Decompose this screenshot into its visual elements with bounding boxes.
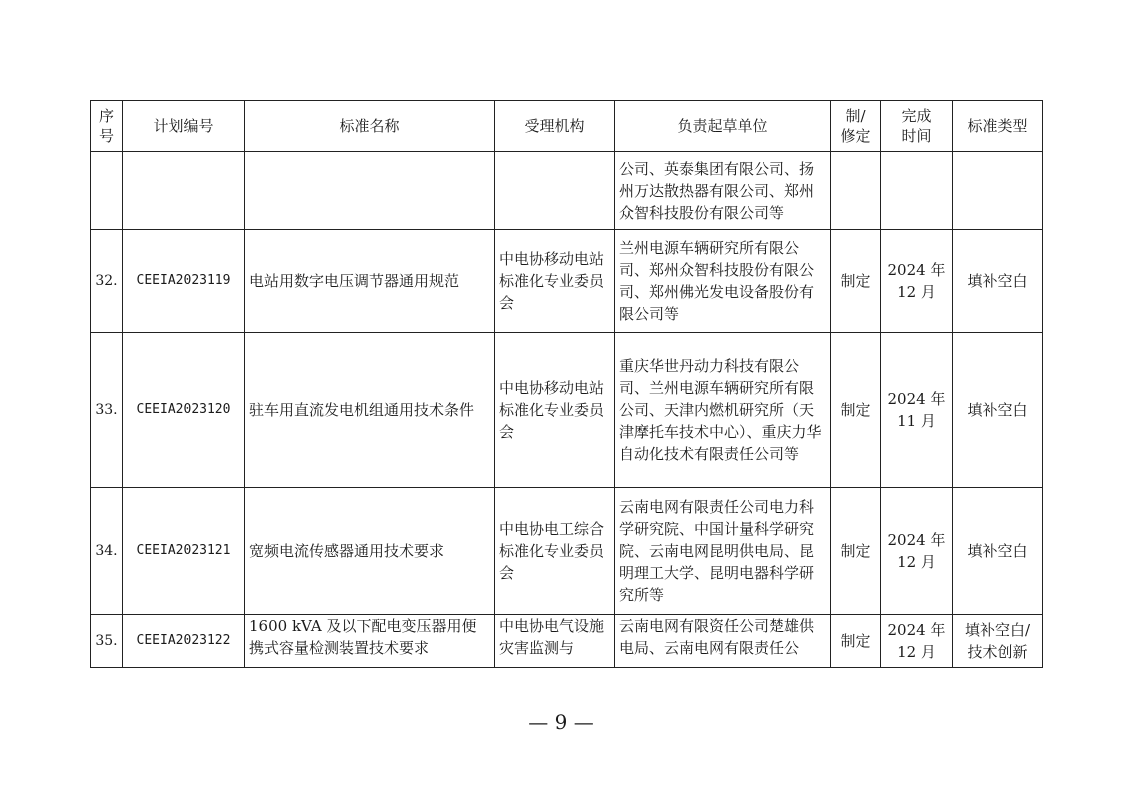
cell-drafter: 云南电网有限资任公司楚雄供电局、云南电网有限责任公 <box>615 615 831 668</box>
cell-name: 1600 kVA 及以下配电变压器用便携式容量检测装置技术要求 <box>245 615 495 668</box>
cell-drafter: 公司、英泰集团有限公司、扬州万达散热器有限公司、郑州众智科技股份有限公司等 <box>615 152 831 230</box>
page-number: — 9 — <box>528 710 594 734</box>
cell-org <box>495 152 615 230</box>
cell-drafter: 云南电网有限责任公司电力科学研究院、中国计量科学研究院、云南电网昆明供电局、昆明理工大学、昆明电器科学研究所等 <box>615 488 831 615</box>
cell-plan-no <box>123 152 245 230</box>
cell-name: 宽频电流传感器通用技术要求 <box>245 488 495 615</box>
cell-completion <box>881 152 953 230</box>
cell-category: 填补空白 <box>953 333 1043 488</box>
cell-plan-no: CEEIA2023119 <box>123 230 245 333</box>
header-plan-no: 计划编号 <box>123 101 245 152</box>
cell-seq: 34. <box>91 488 123 615</box>
header-org: 受理机构 <box>495 101 615 152</box>
cell-completion: 2024 年 12 月 <box>881 488 953 615</box>
cell-category: 填补空白/ 技术创新 <box>953 615 1043 668</box>
cell-plan-no: CEEIA2023120 <box>123 333 245 488</box>
table-row <box>91 488 1043 615</box>
header-category: 标准类型 <box>953 101 1043 152</box>
table-row <box>91 230 1043 333</box>
cell-type-rev <box>831 152 881 230</box>
standards-table <box>90 100 1043 668</box>
header-name: 标准名称 <box>245 101 495 152</box>
table-header-row <box>91 101 1043 152</box>
table-row <box>91 152 1043 230</box>
cell-completion: 2024 年 11 月 <box>881 333 953 488</box>
cell-type-rev: 制定 <box>831 488 881 615</box>
cell-org: 中电协电工综合标准化专业委员会 <box>495 488 615 615</box>
cell-category: 填补空白 <box>953 230 1043 333</box>
cell-name <box>245 152 495 230</box>
cell-drafter: 兰州电源车辆研究所有限公司、郑州众智科技股份有限公司、郑州佛光发电设备股份有限公司等 <box>615 230 831 333</box>
cell-seq <box>91 152 123 230</box>
cell-completion: 2024 年 12 月 <box>881 615 953 668</box>
cell-type-rev: 制定 <box>831 615 881 668</box>
cell-plan-no: CEEIA2023122 <box>123 615 245 668</box>
cell-category: 填补空白 <box>953 488 1043 615</box>
cell-category <box>953 152 1043 230</box>
cell-name: 电站用数字电压调节器通用规范 <box>245 230 495 333</box>
table-row <box>91 333 1043 488</box>
cell-name: 驻车用直流发电机组通用技术条件 <box>245 333 495 488</box>
header-drafter: 负责起草单位 <box>615 101 831 152</box>
header-type-rev: 制/ 修定 <box>831 101 881 152</box>
header-completion: 完成 时间 <box>881 101 953 152</box>
cell-type-rev: 制定 <box>831 230 881 333</box>
cell-seq: 35. <box>91 615 123 668</box>
cell-type-rev: 制定 <box>831 333 881 488</box>
header-seq: 序 号 <box>91 101 123 152</box>
cell-org: 中电协移动电站标准化专业委员会 <box>495 333 615 488</box>
cell-org: 中电协移动电站标准化专业委员会 <box>495 230 615 333</box>
cell-seq: 32. <box>91 230 123 333</box>
table-row <box>91 615 1043 668</box>
cell-plan-no: CEEIA2023121 <box>123 488 245 615</box>
cell-seq: 33. <box>91 333 123 488</box>
cell-org: 中电协电气设施灾害监测与 <box>495 615 615 668</box>
cell-completion: 2024 年 12 月 <box>881 230 953 333</box>
cell-drafter: 重庆华世丹动力科技有限公司、兰州电源车辆研究所有限公司、天津内燃机研究所（天津摩托车技术中心）、重庆力华自动化技术有限责任公司等 <box>615 333 831 488</box>
